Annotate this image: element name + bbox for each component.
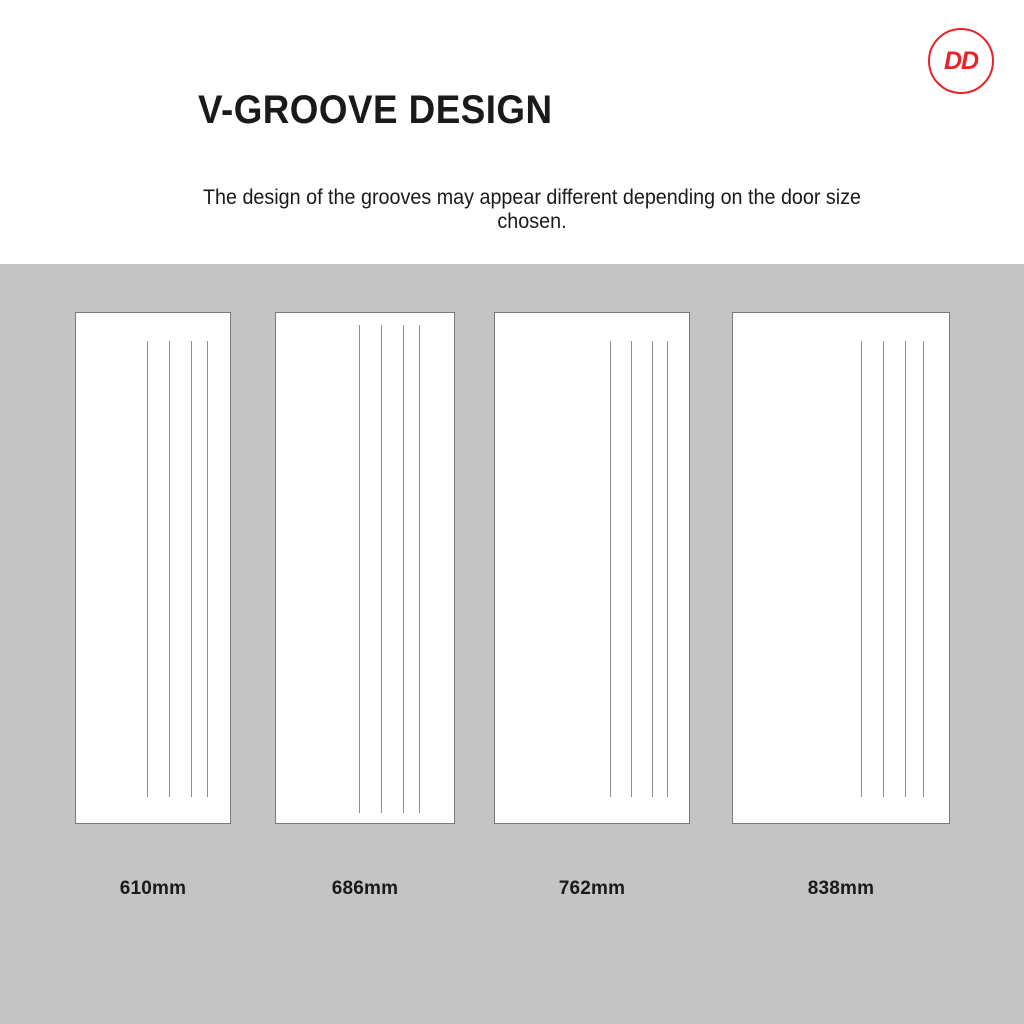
groove-line <box>147 341 148 797</box>
groove-line <box>861 341 862 797</box>
brand-logo-text: DD <box>943 46 979 75</box>
diagram-panel <box>0 264 1024 1024</box>
door-size-label: 686mm <box>331 878 399 899</box>
door-size-label: 762mm <box>558 878 626 899</box>
door-list <box>0 264 1024 1024</box>
door-diagram <box>494 312 690 899</box>
groove-line <box>923 341 924 797</box>
door-panel <box>275 312 455 824</box>
door-diagram <box>732 312 950 899</box>
door-diagram <box>275 312 455 899</box>
groove-line <box>207 341 208 797</box>
groove-line <box>667 341 668 797</box>
page-subtitle: The design of the grooves may appear different depending on the door size chosen. <box>202 186 862 233</box>
door-size-label: 838mm <box>807 878 875 899</box>
groove-line <box>419 325 420 813</box>
header <box>0 0 1024 264</box>
groove-line <box>403 325 404 813</box>
page-title: V-GROOVE DESIGN <box>198 88 553 132</box>
groove-line <box>610 341 611 797</box>
groove-line <box>631 341 632 797</box>
groove-line <box>905 341 906 797</box>
door-size-label: 610mm <box>119 878 187 899</box>
groove-line <box>381 325 382 813</box>
door-diagram <box>75 312 231 899</box>
brand-logo <box>928 28 994 94</box>
groove-line <box>883 341 884 797</box>
door-panel <box>732 312 950 824</box>
groove-line <box>191 341 192 797</box>
groove-line <box>169 341 170 797</box>
door-panel <box>494 312 690 824</box>
groove-line <box>652 341 653 797</box>
groove-line <box>359 325 360 813</box>
door-panel <box>75 312 231 824</box>
